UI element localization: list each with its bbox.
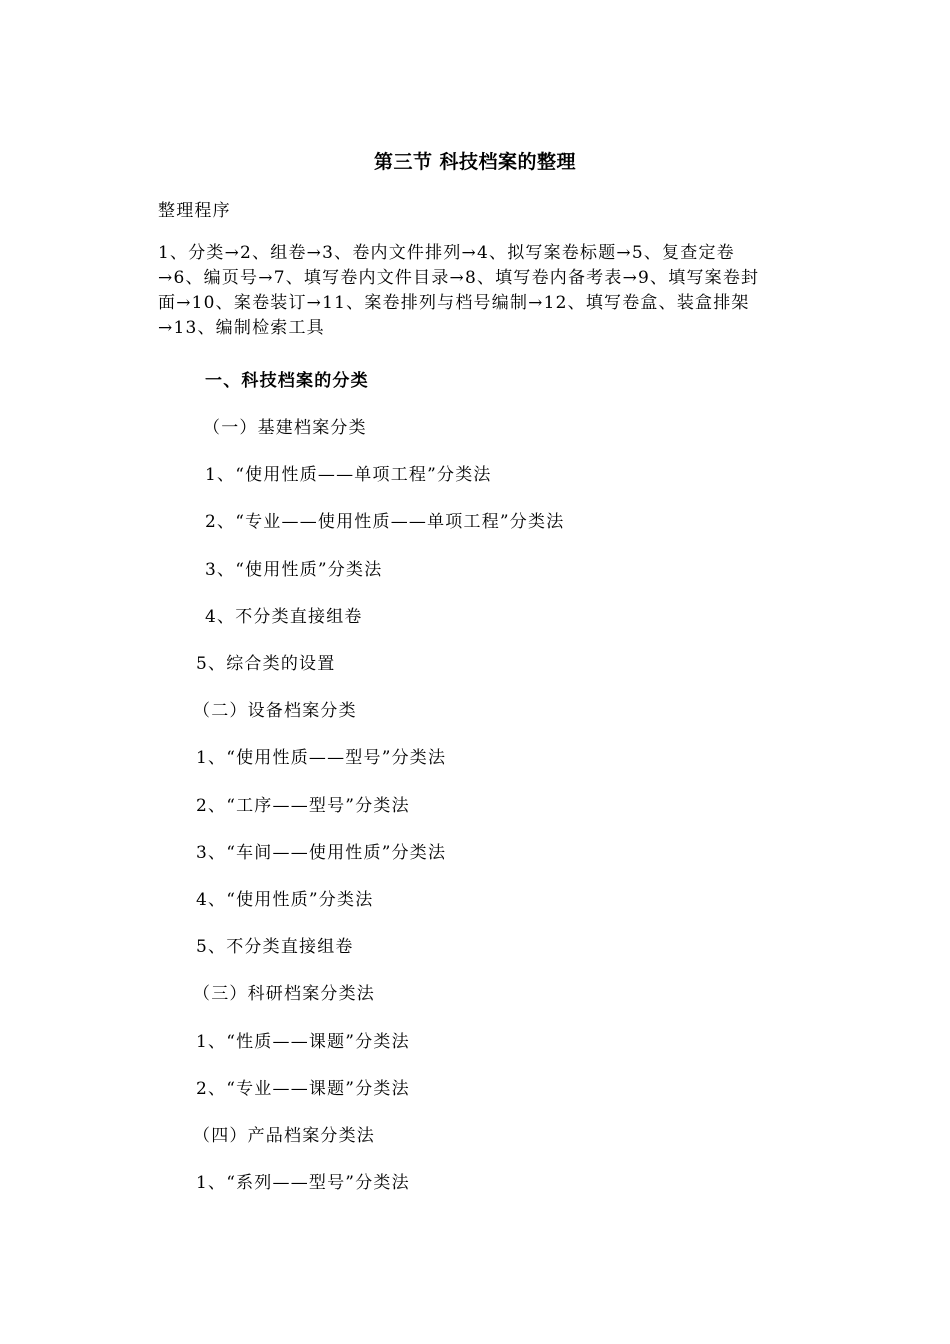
list-item: 2、“工序——型号”分类法 <box>196 796 410 816</box>
subsection-heading-research: （三）科研档案分类法 <box>193 984 375 1004</box>
procedure-line: →6、编页号→7、填写卷内文件目录→8、填写卷内备考表→9、填写案卷封 <box>158 268 760 288</box>
list-item: 5、不分类直接组卷 <box>196 937 354 957</box>
subsection-heading-construction: （一）基建档案分类 <box>203 418 367 438</box>
list-item: 2、“专业——课题”分类法 <box>196 1079 410 1099</box>
list-item: 2、“专业——使用性质——单项工程”分类法 <box>205 512 565 532</box>
subsection-heading-equipment: （二）设备档案分类 <box>193 701 357 721</box>
list-item: 3、“使用性质”分类法 <box>205 560 383 580</box>
list-item: 1、“性质——课题”分类法 <box>196 1032 410 1052</box>
procedure-line: 1、分类→2、组卷→3、卷内文件排列→4、拟写案卷标题→5、复查定卷 <box>158 243 735 263</box>
list-item: 3、“车间——使用性质”分类法 <box>196 843 447 863</box>
list-item: 1、“系列——型号”分类法 <box>196 1173 410 1193</box>
list-item: 1、“使用性质——型号”分类法 <box>196 748 447 768</box>
procedure-paragraph <box>158 241 798 341</box>
procedure-heading: 整理程序 <box>158 201 231 221</box>
page-title: 第三节 科技档案的整理 <box>373 151 577 173</box>
subsection-heading-product: （四）产品档案分类法 <box>193 1126 375 1146</box>
list-item: 4、“使用性质”分类法 <box>196 890 374 910</box>
section-heading-classification: 一、科技档案的分类 <box>205 371 369 391</box>
procedure-line: →13、编制检索工具 <box>158 318 325 338</box>
procedure-line: 面→10、案卷装订→11、案卷排列与档号编制→12、填写卷盒、装盒排架 <box>158 293 750 313</box>
list-item: 4、不分类直接组卷 <box>205 607 363 627</box>
list-item: 5、综合类的设置 <box>196 654 336 674</box>
list-item: 1、“使用性质——单项工程”分类法 <box>205 465 492 485</box>
